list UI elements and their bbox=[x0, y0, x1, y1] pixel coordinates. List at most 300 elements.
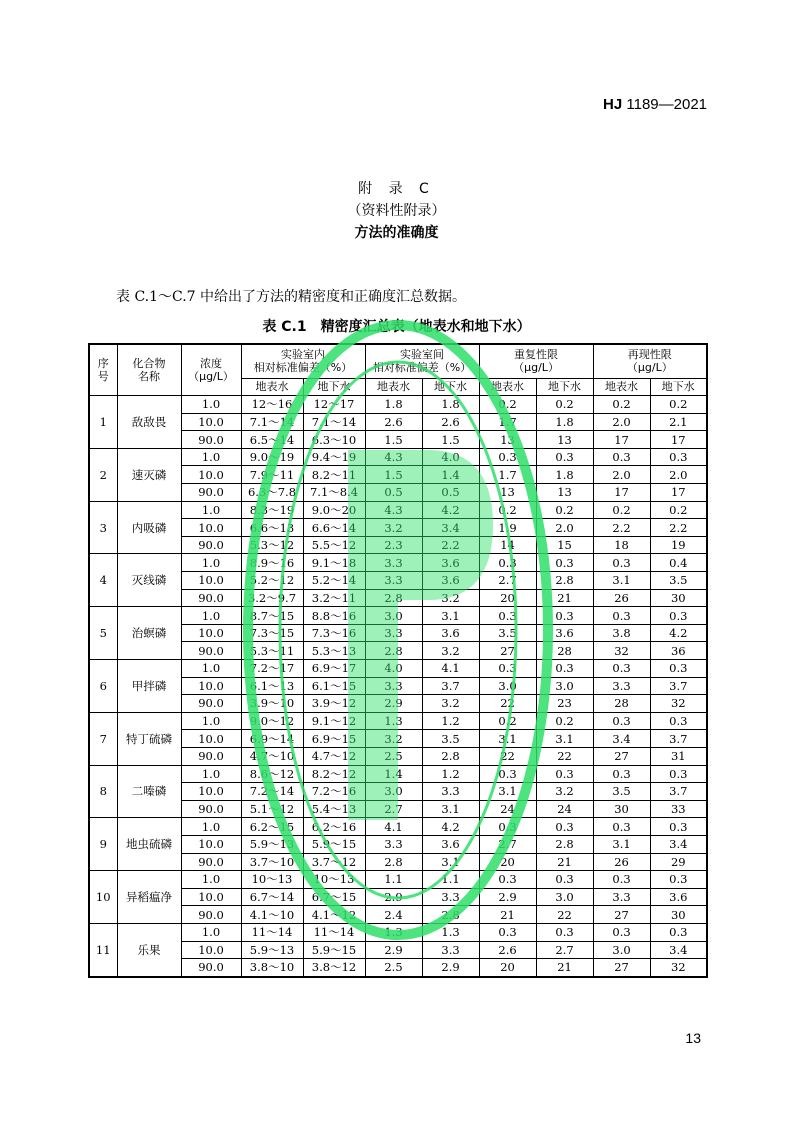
value-cell: 27 bbox=[479, 642, 536, 660]
value-cell: 0.3 bbox=[650, 448, 707, 466]
value-cell: 2.0 bbox=[593, 413, 650, 431]
value-cell: 3.5 bbox=[593, 783, 650, 801]
value-cell: 0.3 bbox=[593, 660, 650, 678]
value-cell: 17 bbox=[593, 484, 650, 502]
value-cell: 3.4 bbox=[422, 519, 479, 537]
value-cell: 32 bbox=[650, 959, 707, 977]
value-cell: 0.2 bbox=[479, 396, 536, 414]
page-number: 13 bbox=[685, 1030, 701, 1046]
table-row bbox=[89, 448, 707, 466]
value-cell: 1.5 bbox=[422, 431, 479, 449]
value-cell: 7.1～8.4 bbox=[303, 484, 365, 502]
table-row bbox=[89, 959, 707, 977]
value-cell: 3.7～12 bbox=[303, 853, 365, 871]
value-cell: 3.0 bbox=[365, 783, 422, 801]
value-cell: 2.6 bbox=[422, 413, 479, 431]
value-cell: 3.2～9.7 bbox=[241, 589, 303, 607]
value-cell: 0.3 bbox=[650, 818, 707, 836]
value-cell: 2.0 bbox=[593, 466, 650, 484]
value-cell: 5.9～15 bbox=[303, 835, 365, 853]
value-cell: 90.0 bbox=[181, 536, 241, 554]
value-cell: 10.0 bbox=[181, 783, 241, 801]
value-cell: 90.0 bbox=[181, 695, 241, 713]
value-cell: 0.3 bbox=[479, 765, 536, 783]
header-seq: 序号 bbox=[89, 344, 117, 396]
value-cell: 2.1 bbox=[650, 413, 707, 431]
value-cell: 6.1～13 bbox=[241, 677, 303, 695]
value-cell: 0.5 bbox=[365, 484, 422, 502]
value-cell: 10～13 bbox=[303, 871, 365, 889]
value-cell: 17 bbox=[593, 431, 650, 449]
value-cell: 22 bbox=[479, 747, 536, 765]
value-cell: 21 bbox=[536, 959, 593, 977]
value-cell: 1.8 bbox=[536, 413, 593, 431]
value-cell: 90.0 bbox=[181, 959, 241, 977]
value-cell: 3.5 bbox=[422, 730, 479, 748]
value-cell: 3.3 bbox=[365, 624, 422, 642]
value-cell: 9.0～20 bbox=[303, 501, 365, 519]
header-ground: 地下水 bbox=[422, 378, 479, 396]
header-ground: 地下水 bbox=[650, 378, 707, 396]
value-cell: 12～17 bbox=[303, 396, 365, 414]
value-cell: 0.2 bbox=[650, 396, 707, 414]
value-cell: 10.0 bbox=[181, 888, 241, 906]
value-cell: 1.0 bbox=[181, 607, 241, 625]
value-cell: 0.3 bbox=[650, 660, 707, 678]
value-cell: 0.3 bbox=[593, 871, 650, 889]
value-cell: 0.3 bbox=[479, 923, 536, 941]
value-cell: 3.4 bbox=[593, 730, 650, 748]
header-ground: 地下水 bbox=[536, 378, 593, 396]
value-cell: 3.2 bbox=[422, 695, 479, 713]
seq-cell: 3 bbox=[89, 501, 117, 554]
value-cell: 0.5 bbox=[422, 484, 479, 502]
table-row bbox=[89, 941, 707, 959]
value-cell: 5.9～13 bbox=[241, 941, 303, 959]
value-cell: 3.3 bbox=[365, 835, 422, 853]
value-cell: 3.1 bbox=[422, 607, 479, 625]
value-cell: 2.8 bbox=[536, 572, 593, 590]
value-cell: 90.0 bbox=[181, 484, 241, 502]
value-cell: 1.0 bbox=[181, 923, 241, 941]
value-cell: 3.6 bbox=[422, 835, 479, 853]
value-cell: 3.9～10 bbox=[241, 695, 303, 713]
value-cell: 24 bbox=[479, 800, 536, 818]
value-cell: 1.0 bbox=[181, 818, 241, 836]
value-cell: 6.3～7.8 bbox=[241, 484, 303, 502]
value-cell: 6.9～15 bbox=[303, 730, 365, 748]
value-cell: 90.0 bbox=[181, 642, 241, 660]
value-cell: 26 bbox=[593, 589, 650, 607]
value-cell: 30 bbox=[593, 800, 650, 818]
table-row bbox=[89, 923, 707, 941]
value-cell: 3.0 bbox=[536, 888, 593, 906]
table-row bbox=[89, 888, 707, 906]
value-cell: 90.0 bbox=[181, 853, 241, 871]
value-cell: 4.7～10 bbox=[241, 747, 303, 765]
value-cell: 0.3 bbox=[650, 712, 707, 730]
value-cell: 6.7～14 bbox=[241, 888, 303, 906]
value-cell: 3.2～11 bbox=[303, 589, 365, 607]
value-cell: 6.6～13 bbox=[241, 519, 303, 537]
value-cell: 1.0 bbox=[181, 712, 241, 730]
value-cell: 10.0 bbox=[181, 519, 241, 537]
value-cell: 1.2 bbox=[422, 765, 479, 783]
value-cell: 3.6 bbox=[422, 572, 479, 590]
value-cell: 0.3 bbox=[650, 765, 707, 783]
value-cell: 1.1 bbox=[365, 871, 422, 889]
value-cell: 5.2～14 bbox=[303, 572, 365, 590]
compound-name-cell: 甲拌磷 bbox=[117, 660, 181, 713]
value-cell: 5.3～11 bbox=[241, 642, 303, 660]
value-cell: 4.2 bbox=[650, 624, 707, 642]
value-cell: 17 bbox=[650, 484, 707, 502]
value-cell: 15 bbox=[536, 536, 593, 554]
value-cell: 3.3 bbox=[593, 888, 650, 906]
value-cell: 22 bbox=[479, 695, 536, 713]
value-cell: 7.1～14 bbox=[303, 413, 365, 431]
value-cell: 2.6 bbox=[479, 941, 536, 959]
table-row bbox=[89, 660, 707, 678]
value-cell: 2.5 bbox=[365, 959, 422, 977]
value-cell: 5.2～12 bbox=[241, 572, 303, 590]
appendix-name: 方法的准确度 bbox=[354, 225, 439, 241]
value-cell: 2.2 bbox=[422, 536, 479, 554]
value-cell: 19 bbox=[650, 536, 707, 554]
value-cell: 5.3～13 bbox=[303, 642, 365, 660]
table-row bbox=[89, 431, 707, 449]
value-cell: 1.2 bbox=[422, 712, 479, 730]
value-cell: 8.8～16 bbox=[303, 607, 365, 625]
value-cell: 26 bbox=[593, 853, 650, 871]
value-cell: 13 bbox=[479, 431, 536, 449]
value-cell: 7.2～17 bbox=[241, 660, 303, 678]
value-cell: 5.4～13 bbox=[303, 800, 365, 818]
value-cell: 3.1 bbox=[422, 853, 479, 871]
value-cell: 14 bbox=[479, 536, 536, 554]
value-cell: 33 bbox=[650, 800, 707, 818]
value-cell: 4.1 bbox=[365, 818, 422, 836]
value-cell: 0.3 bbox=[536, 871, 593, 889]
value-cell: 7.3～15 bbox=[241, 624, 303, 642]
value-cell: 4.0 bbox=[422, 448, 479, 466]
appendix-title: 附 录 C bbox=[358, 181, 435, 197]
value-cell: 8.2～11 bbox=[303, 466, 365, 484]
value-cell: 4.3 bbox=[365, 501, 422, 519]
value-cell: 22 bbox=[536, 906, 593, 924]
table-body bbox=[89, 396, 707, 977]
seq-cell: 10 bbox=[89, 871, 117, 924]
value-cell: 9.1～12 bbox=[303, 712, 365, 730]
value-cell: 3.4 bbox=[650, 835, 707, 853]
value-cell: 27 bbox=[593, 747, 650, 765]
value-cell: 5.9～15 bbox=[303, 941, 365, 959]
value-cell: 5.5～12 bbox=[303, 536, 365, 554]
value-cell: 10.0 bbox=[181, 624, 241, 642]
value-cell: 0.3 bbox=[536, 818, 593, 836]
table-row bbox=[89, 484, 707, 502]
table-row bbox=[89, 536, 707, 554]
value-cell: 0.3 bbox=[536, 607, 593, 625]
value-cell: 3.3 bbox=[422, 783, 479, 801]
value-cell: 3.3 bbox=[365, 554, 422, 572]
value-cell: 2.9 bbox=[422, 959, 479, 977]
value-cell: 8.9～16 bbox=[241, 554, 303, 572]
value-cell: 2.8 bbox=[365, 642, 422, 660]
value-cell: 3.8～10 bbox=[241, 959, 303, 977]
table-row bbox=[89, 466, 707, 484]
value-cell: 3.8 bbox=[593, 624, 650, 642]
value-cell: 0.3 bbox=[536, 765, 593, 783]
value-cell: 18 bbox=[593, 536, 650, 554]
value-cell: 6.2～15 bbox=[241, 818, 303, 836]
value-cell: 5.3～12 bbox=[241, 536, 303, 554]
value-cell: 1.3 bbox=[365, 923, 422, 941]
table-row bbox=[89, 554, 707, 572]
value-cell: 0.2 bbox=[479, 501, 536, 519]
table-row bbox=[89, 519, 707, 537]
value-cell: 6.2～16 bbox=[303, 818, 365, 836]
value-cell: 30 bbox=[650, 589, 707, 607]
value-cell: 0.3 bbox=[650, 923, 707, 941]
value-cell: 0.3 bbox=[479, 818, 536, 836]
value-cell: 0.3 bbox=[479, 607, 536, 625]
value-cell: 23 bbox=[536, 695, 593, 713]
value-cell: 3.1 bbox=[479, 783, 536, 801]
value-cell: 1.0 bbox=[181, 660, 241, 678]
value-cell: 20 bbox=[479, 853, 536, 871]
value-cell: 8.7～15 bbox=[241, 607, 303, 625]
value-cell: 3.5 bbox=[479, 624, 536, 642]
seq-cell: 4 bbox=[89, 554, 117, 607]
value-cell: 0.3 bbox=[536, 554, 593, 572]
value-cell: 0.2 bbox=[593, 501, 650, 519]
header-inter-lab: 实验室间 相对标准偏差（%） bbox=[365, 344, 479, 378]
value-cell: 2.8 bbox=[536, 835, 593, 853]
value-cell: 0.2 bbox=[536, 712, 593, 730]
value-cell: 2.0 bbox=[536, 519, 593, 537]
seq-cell: 2 bbox=[89, 448, 117, 501]
value-cell: 0.3 bbox=[479, 448, 536, 466]
value-cell: 24 bbox=[536, 800, 593, 818]
value-cell: 10.0 bbox=[181, 677, 241, 695]
table-row bbox=[89, 747, 707, 765]
compound-name-cell: 二嗪磷 bbox=[117, 765, 181, 818]
seq-cell: 1 bbox=[89, 396, 117, 449]
value-cell: 1.3 bbox=[365, 712, 422, 730]
value-cell: 2.8 bbox=[422, 747, 479, 765]
intro-paragraph: 表 C.1～C.7 中给出了方法的精密度和正确度汇总数据。 bbox=[116, 289, 467, 305]
table-row bbox=[89, 589, 707, 607]
value-cell: 90.0 bbox=[181, 906, 241, 924]
value-cell: 6.7～15 bbox=[303, 888, 365, 906]
table-row bbox=[89, 413, 707, 431]
table-row bbox=[89, 624, 707, 642]
value-cell: 4.0 bbox=[365, 660, 422, 678]
value-cell: 6.6～14 bbox=[303, 519, 365, 537]
table-row bbox=[89, 572, 707, 590]
value-cell: 11～14 bbox=[241, 923, 303, 941]
value-cell: 3.3 bbox=[422, 888, 479, 906]
value-cell: 31 bbox=[650, 747, 707, 765]
value-cell: 4.1～10 bbox=[241, 906, 303, 924]
value-cell: 2.9 bbox=[365, 888, 422, 906]
table-row bbox=[89, 677, 707, 695]
standard-prefix: HJ bbox=[603, 96, 623, 113]
value-cell: 27 bbox=[593, 959, 650, 977]
value-cell: 0.3 bbox=[593, 448, 650, 466]
value-cell: 3.1 bbox=[593, 572, 650, 590]
value-cell: 2.2 bbox=[650, 519, 707, 537]
value-cell: 2.7 bbox=[479, 835, 536, 853]
value-cell: 4.2 bbox=[422, 501, 479, 519]
value-cell: 3.0 bbox=[593, 941, 650, 959]
value-cell: 0.2 bbox=[650, 501, 707, 519]
seq-cell: 5 bbox=[89, 607, 117, 660]
value-cell: 7.1～14 bbox=[241, 413, 303, 431]
value-cell: 0.3 bbox=[593, 765, 650, 783]
value-cell: 3.7 bbox=[422, 677, 479, 695]
seq-cell: 8 bbox=[89, 765, 117, 818]
compound-name-cell: 敌敌畏 bbox=[117, 396, 181, 449]
value-cell: 2.9 bbox=[365, 695, 422, 713]
compound-name-cell: 异稻瘟净 bbox=[117, 871, 181, 924]
value-cell: 4.7～12 bbox=[303, 747, 365, 765]
standard-code bbox=[603, 96, 707, 113]
value-cell: 27 bbox=[593, 906, 650, 924]
compound-name-cell: 内吸磷 bbox=[117, 501, 181, 554]
value-cell: 1.7 bbox=[479, 413, 536, 431]
value-cell: 0.2 bbox=[536, 396, 593, 414]
value-cell: 9.1～18 bbox=[303, 554, 365, 572]
value-cell: 7.9～11 bbox=[241, 466, 303, 484]
value-cell: 30 bbox=[650, 906, 707, 924]
value-cell: 8.3～19 bbox=[241, 501, 303, 519]
value-cell: 3.2 bbox=[365, 519, 422, 537]
value-cell: 0.3 bbox=[479, 660, 536, 678]
value-cell: 4.1～12 bbox=[303, 906, 365, 924]
value-cell: 2.6 bbox=[365, 413, 422, 431]
compound-name-cell: 地虫硫磷 bbox=[117, 818, 181, 871]
value-cell: 13 bbox=[536, 431, 593, 449]
value-cell: 0.3 bbox=[536, 448, 593, 466]
header-compound: 化合物名称 bbox=[117, 344, 181, 396]
table-row bbox=[89, 607, 707, 625]
header-surface: 地表水 bbox=[365, 378, 422, 396]
header-intra-lab: 实验室内 相对标准偏差（%） bbox=[241, 344, 365, 378]
table-row bbox=[89, 835, 707, 853]
table-row bbox=[89, 642, 707, 660]
value-cell: 0.3 bbox=[650, 607, 707, 625]
value-cell: 1.0 bbox=[181, 554, 241, 572]
value-cell: 0.3 bbox=[536, 660, 593, 678]
value-cell: 3.8～12 bbox=[303, 959, 365, 977]
table-row bbox=[89, 501, 707, 519]
value-cell: 10.0 bbox=[181, 730, 241, 748]
value-cell: 9.0～19 bbox=[241, 448, 303, 466]
value-cell: 3.1 bbox=[536, 730, 593, 748]
value-cell: 13 bbox=[536, 484, 593, 502]
value-cell: 1.5 bbox=[365, 431, 422, 449]
value-cell: 2.7 bbox=[365, 800, 422, 818]
value-cell: 17 bbox=[650, 431, 707, 449]
value-cell: 1.0 bbox=[181, 448, 241, 466]
value-cell: 8.6～12 bbox=[241, 765, 303, 783]
value-cell: 2.7 bbox=[536, 941, 593, 959]
value-cell: 90.0 bbox=[181, 747, 241, 765]
value-cell: 0.3 bbox=[536, 923, 593, 941]
value-cell: 1.8 bbox=[536, 466, 593, 484]
standard-number: 1189—2021 bbox=[626, 96, 707, 113]
value-cell: 3.2 bbox=[422, 642, 479, 660]
value-cell: 32 bbox=[650, 695, 707, 713]
value-cell: 0.2 bbox=[593, 396, 650, 414]
value-cell: 0.3 bbox=[593, 554, 650, 572]
table-row bbox=[89, 695, 707, 713]
value-cell: 10.0 bbox=[181, 466, 241, 484]
value-cell: 2.8 bbox=[422, 906, 479, 924]
value-cell: 11～14 bbox=[303, 923, 365, 941]
value-cell: 1.3 bbox=[422, 923, 479, 941]
value-cell: 4.3 bbox=[365, 448, 422, 466]
value-cell: 3.6 bbox=[536, 624, 593, 642]
value-cell: 7.2～16 bbox=[303, 783, 365, 801]
compound-name-cell: 灭线磷 bbox=[117, 554, 181, 607]
table-row bbox=[89, 818, 707, 836]
value-cell: 3.3 bbox=[422, 941, 479, 959]
header-ground: 地下水 bbox=[303, 378, 365, 396]
value-cell: 21 bbox=[479, 906, 536, 924]
value-cell: 10.0 bbox=[181, 413, 241, 431]
value-cell: 6.1～15 bbox=[303, 677, 365, 695]
value-cell: 3.0 bbox=[536, 677, 593, 695]
value-cell: 3.1 bbox=[593, 835, 650, 853]
value-cell: 0.3 bbox=[479, 871, 536, 889]
seq-cell: 11 bbox=[89, 923, 117, 976]
table-row bbox=[89, 871, 707, 889]
value-cell: 4.2 bbox=[422, 818, 479, 836]
value-cell: 13 bbox=[479, 484, 536, 502]
value-cell: 90.0 bbox=[181, 800, 241, 818]
seq-cell: 9 bbox=[89, 818, 117, 871]
value-cell: 28 bbox=[536, 642, 593, 660]
compound-name-cell: 速灭磷 bbox=[117, 448, 181, 501]
value-cell: 0.3 bbox=[650, 871, 707, 889]
header-surface: 地表水 bbox=[241, 378, 303, 396]
value-cell: 10.0 bbox=[181, 941, 241, 959]
precision-table bbox=[88, 343, 708, 978]
value-cell: 1.1 bbox=[422, 871, 479, 889]
value-cell: 3.7～10 bbox=[241, 853, 303, 871]
value-cell: 1.8 bbox=[422, 396, 479, 414]
value-cell: 2.5 bbox=[365, 747, 422, 765]
header-repeatability: 重复性限 （μg/L） bbox=[479, 344, 593, 378]
value-cell: 3.6 bbox=[650, 888, 707, 906]
value-cell: 2.9 bbox=[365, 941, 422, 959]
value-cell: 0.4 bbox=[650, 554, 707, 572]
value-cell: 3.3 bbox=[365, 572, 422, 590]
value-cell: 0.3 bbox=[593, 712, 650, 730]
table-caption: 表 C.1 精密度汇总表（地表水和地下水） bbox=[262, 319, 531, 335]
value-cell: 3.0 bbox=[365, 607, 422, 625]
value-cell: 1.0 bbox=[181, 501, 241, 519]
table-row bbox=[89, 783, 707, 801]
value-cell: 0.3 bbox=[593, 818, 650, 836]
value-cell: 2.7 bbox=[479, 572, 536, 590]
value-cell: 3.7 bbox=[650, 783, 707, 801]
value-cell: 1.0 bbox=[181, 396, 241, 414]
table-row bbox=[89, 906, 707, 924]
